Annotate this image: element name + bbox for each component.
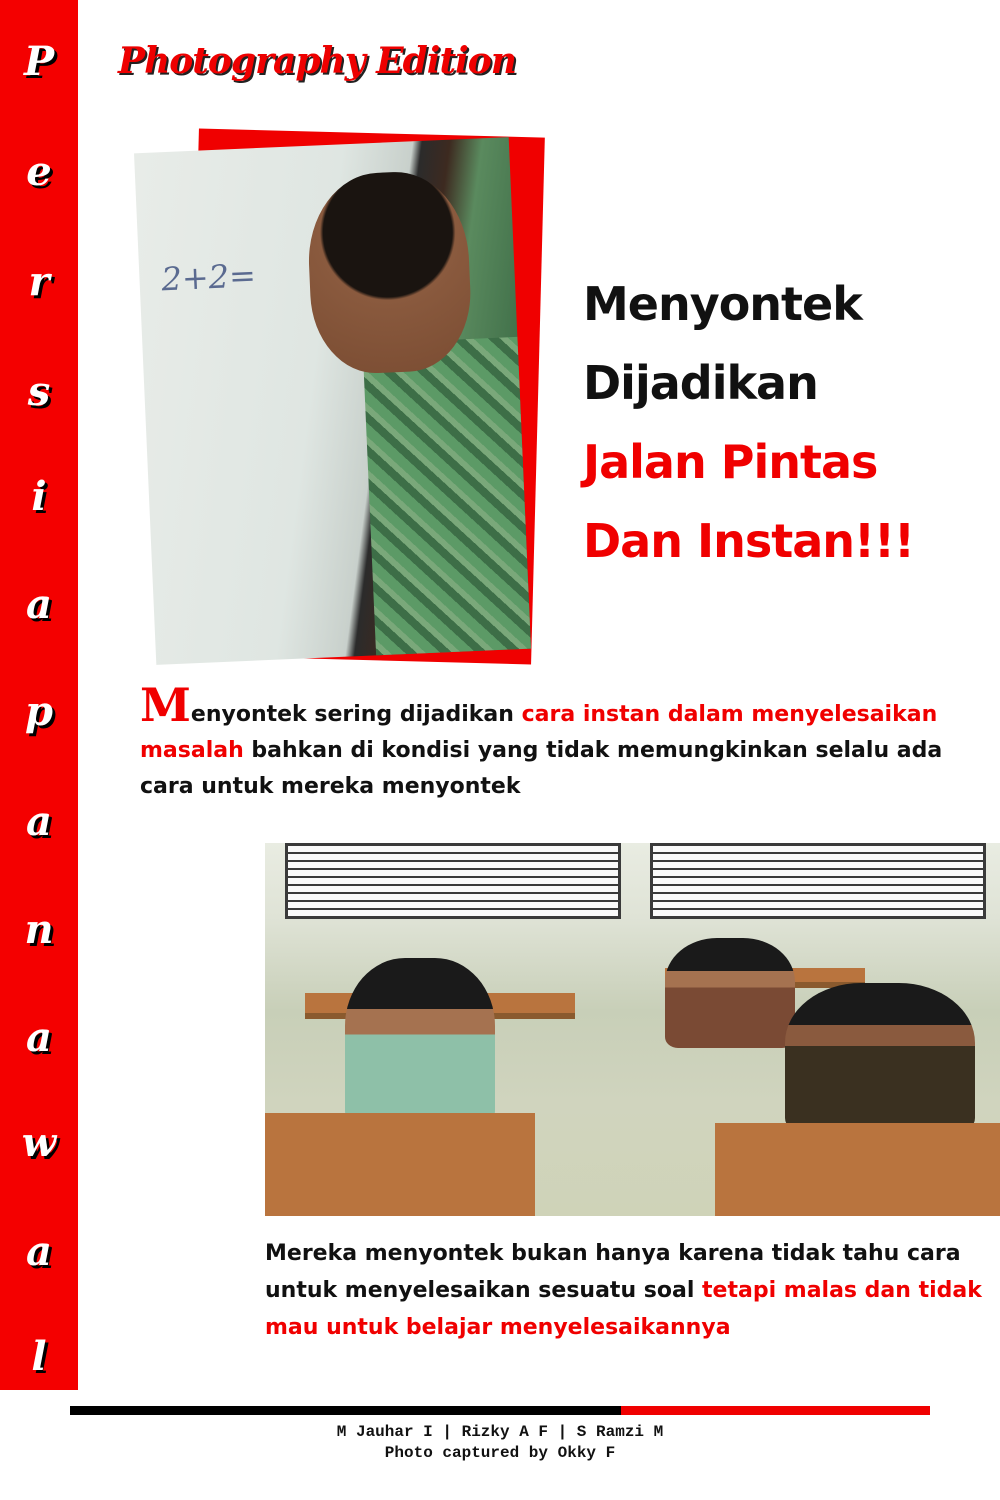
photo-desk [265, 1113, 535, 1216]
photo-caption [265, 1235, 985, 1346]
headline-line: Menyontek [583, 277, 862, 331]
photo-student [665, 938, 795, 1048]
photo-window [650, 843, 986, 919]
sidebar-letter: a [26, 1228, 52, 1275]
photo-student [345, 958, 495, 1128]
headline [583, 265, 914, 581]
intro-text: enyontek sering dijadikan [190, 702, 522, 727]
sidebar-letter: n [24, 906, 54, 953]
intro-text: bahkan di kondisi yang tidak memungkinkan selalu ada cara untuk mereka menyontek [140, 738, 943, 799]
sidebar-letter: e [26, 148, 52, 195]
headline-line: Dan Instan!!! [583, 514, 914, 568]
edition-title: Photography Edition [118, 40, 516, 82]
credits [0, 1422, 1000, 1464]
headline-line: Dijadikan [583, 356, 818, 410]
sidebar-letter: a [26, 798, 52, 845]
sidebar-letter: a [26, 581, 52, 628]
photo-credit: Photo captured by Okky F [384, 1444, 616, 1462]
authors: M Jauhar I | Rizky A F | S Ramzi M [336, 1423, 664, 1441]
sidebar-letter: w [21, 1119, 57, 1166]
footer-rule-red [621, 1406, 930, 1415]
intro-paragraph [140, 678, 960, 805]
sidebar-letter: P [23, 38, 55, 85]
photo-student [785, 983, 975, 1133]
photo-window [285, 843, 621, 919]
intro-highlight: cara instan dalam menyelesaikan masalah [140, 702, 938, 763]
sidebar-letter: l [31, 1333, 47, 1380]
sidebar-letter: a [26, 1014, 52, 1061]
caption-highlight: tetapi malas dan tidak mau untuk belajar menyelesaikannya [265, 1278, 982, 1340]
sidebar-letter: i [31, 473, 47, 520]
photo-desk [715, 1123, 1000, 1216]
whiteboard-text: 2+2= [160, 256, 257, 299]
sidebar-letter: s [27, 368, 51, 415]
photo-student-at-whiteboard [134, 137, 531, 665]
sidebar-letter: p [25, 688, 53, 735]
photo-head [305, 169, 474, 376]
vertical-title-bar [0, 0, 78, 1390]
footer-rule-black [70, 1406, 621, 1415]
caption-text: Mereka menyontek bukan hanya karena tidak tahu cara untuk menyelesaikan sesuatu soal [265, 1241, 961, 1303]
photo-shirt [363, 336, 531, 665]
drop-cap: M [140, 678, 191, 732]
sidebar-letter: r [28, 258, 50, 305]
headline-line: Jalan Pintas [583, 435, 878, 489]
photo-classroom-exam [265, 843, 1000, 1216]
